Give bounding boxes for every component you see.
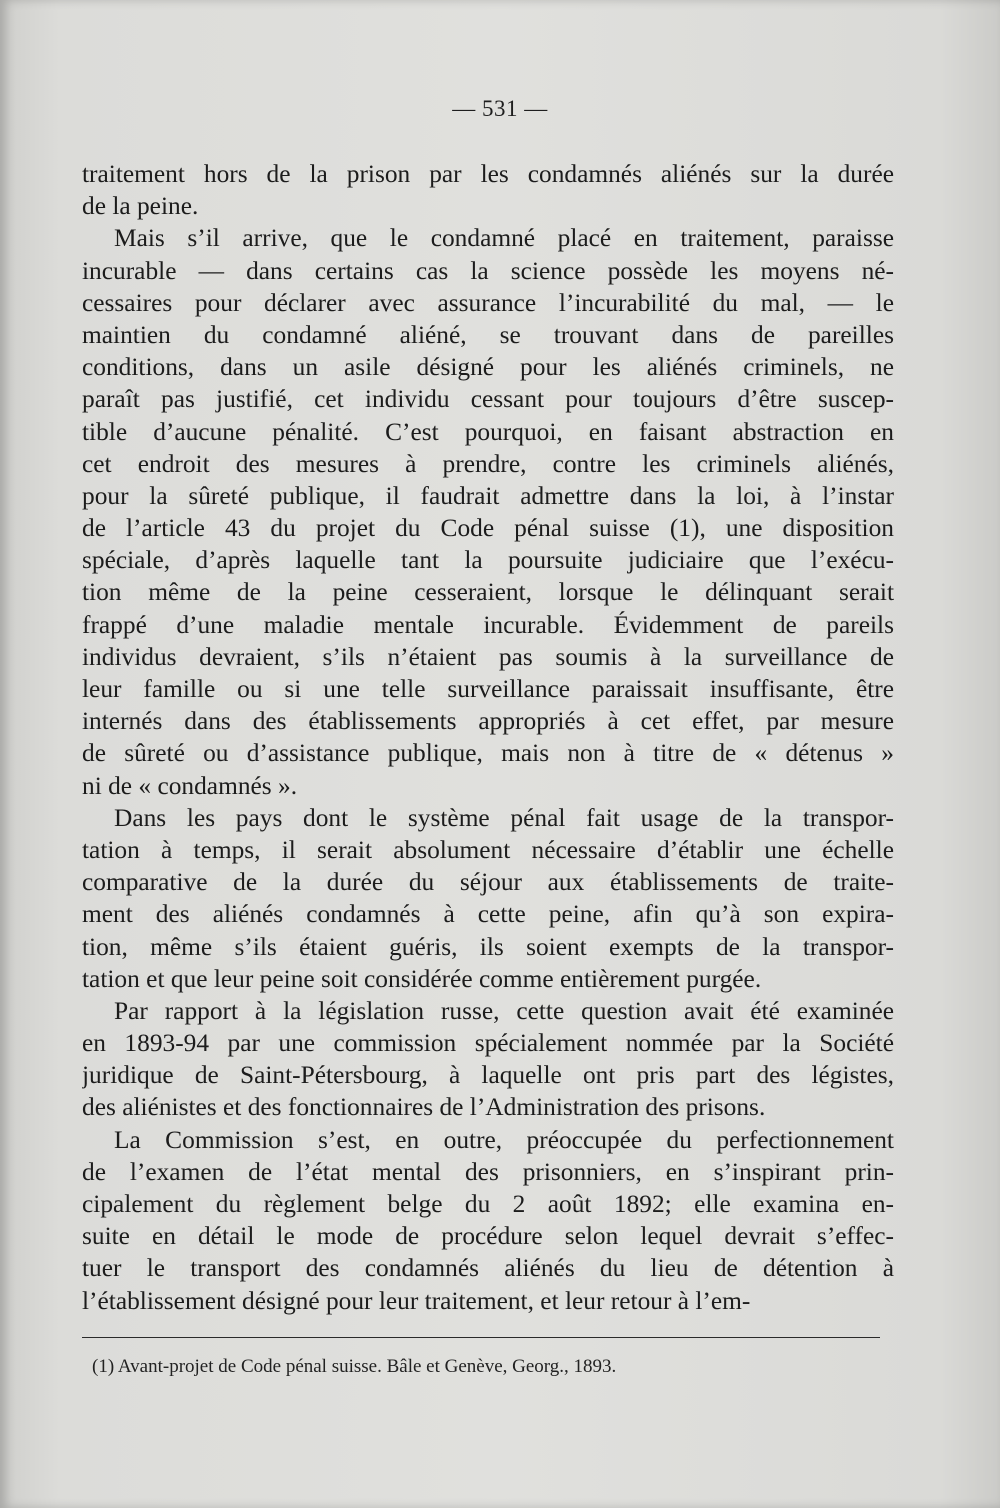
paragraph <box>82 995 894 1124</box>
footnote-rule <box>82 1337 880 1338</box>
text-line: La Commission s’est, en outre, préoccupée du perfectionnement <box>114 1125 894 1154</box>
text-line: suite en détail le mode de procédure selon lequel devrait s’effec- <box>82 1222 894 1251</box>
page-number: — 531 — <box>452 96 548 121</box>
paragraph <box>82 158 894 222</box>
text-line: de l’examen de l’état mental des prisonniers, en s’inspirant prin- <box>82 1157 894 1186</box>
text-line: internés dans des établissements appropriés à cet effet, par mesure <box>82 707 894 736</box>
text-line: cessaires pour déclarer avec assurance l’incurabilité du mal, — le <box>82 288 894 317</box>
text-line: traitement hors de la prison par les condamnés aliénés sur la durée <box>82 160 894 188</box>
text-line: incurable — dans certains cas la science possède les moyens né- <box>82 256 894 285</box>
text-line: pour la sûreté publique, il faudrait admettre dans la loi, à l’instar <box>82 481 894 510</box>
text-line: de l’article 43 du projet du Code pénal suisse (1), une disposition <box>82 514 894 543</box>
text-line: juridique de Saint-Pétersbourg, à laquelle ont pris part des légistes, <box>82 1061 894 1090</box>
text-line: en 1893-94 par une commission spécialement nommée par la Société <box>82 1029 894 1058</box>
text-line: comparative de la durée du séjour aux établissements de traite- <box>82 868 894 897</box>
text-line: Mais s’il arrive, que le condamné placé en traitement, paraisse <box>114 224 894 253</box>
text-line: l’établissement désigné pour leur traitement, et leur retour à l’em- <box>82 1286 751 1315</box>
text-line: spéciale, d’après laquelle tant la poursuite judiciaire que l’exécu- <box>82 546 894 575</box>
text-line: Dans les pays dont le système pénal fait usage de la transpor- <box>114 803 894 832</box>
footnote: (1) Avant-projet de Code pénal suisse. Bâle et Genève, Georg., 1893. <box>92 1356 617 1377</box>
text-line: paraît pas justifié, cet individu cessant pour toujours d’être suscep- <box>82 385 894 414</box>
text-line: ni de « condamnés ». <box>82 771 298 800</box>
text-line: des aliénistes et des fonctionnaires de l’Administration des prisons. <box>82 1093 766 1122</box>
paragraph <box>82 802 894 995</box>
text-line: tion même de la peine cesseraient, lorsque le délinquant serait <box>82 578 894 607</box>
text-line: de la peine. <box>82 192 199 221</box>
text-line: tation à temps, il serait absolument nécessaire d’établir une échelle <box>82 835 894 864</box>
paragraph <box>82 222 894 801</box>
text-line: ment des aliénés condamnés à cette peine, afin qu’à son expira- <box>82 900 894 929</box>
text-line: tible d’aucune pénalité. C’est pourquoi, en faisant abstraction en <box>82 417 894 446</box>
text-line: individus devraient, s’ils n’étaient pas soumis à la surveillance de <box>82 642 894 671</box>
text-line: conditions, dans un asile désigné pour les aliénés criminels, ne <box>82 353 894 382</box>
text-line: Par rapport à la législation russe, cette question avait été examinée <box>114 996 894 1025</box>
text-line: cet endroit des mesures à prendre, contre les criminels aliénés, <box>82 449 894 478</box>
text-line: maintien du condamné aliéné, se trouvant dans de pareilles <box>82 320 894 349</box>
text-line: tion, même s’ils étaient guéris, ils soient exempts de la transpor- <box>82 932 894 961</box>
text-line: de sûreté ou d’assistance publique, mais non à titre de « détenus » <box>82 739 894 768</box>
text-line: leur famille ou si une telle surveillance paraissait insuffisante, être <box>82 675 894 703</box>
paragraph <box>82 1124 894 1317</box>
text-line: tation et que leur peine soit considérée comme entièrement purgée. <box>82 964 762 993</box>
body-text <box>82 158 894 1317</box>
text-line: frappé d’une maladie mentale incurable. Évidemment de pareils <box>82 610 894 639</box>
text-line: cipalement du règlement belge du 2 août 1892; elle examina en- <box>82 1190 894 1218</box>
text-line: tuer le transport des condamnés aliénés du lieu de détention à <box>82 1254 894 1283</box>
